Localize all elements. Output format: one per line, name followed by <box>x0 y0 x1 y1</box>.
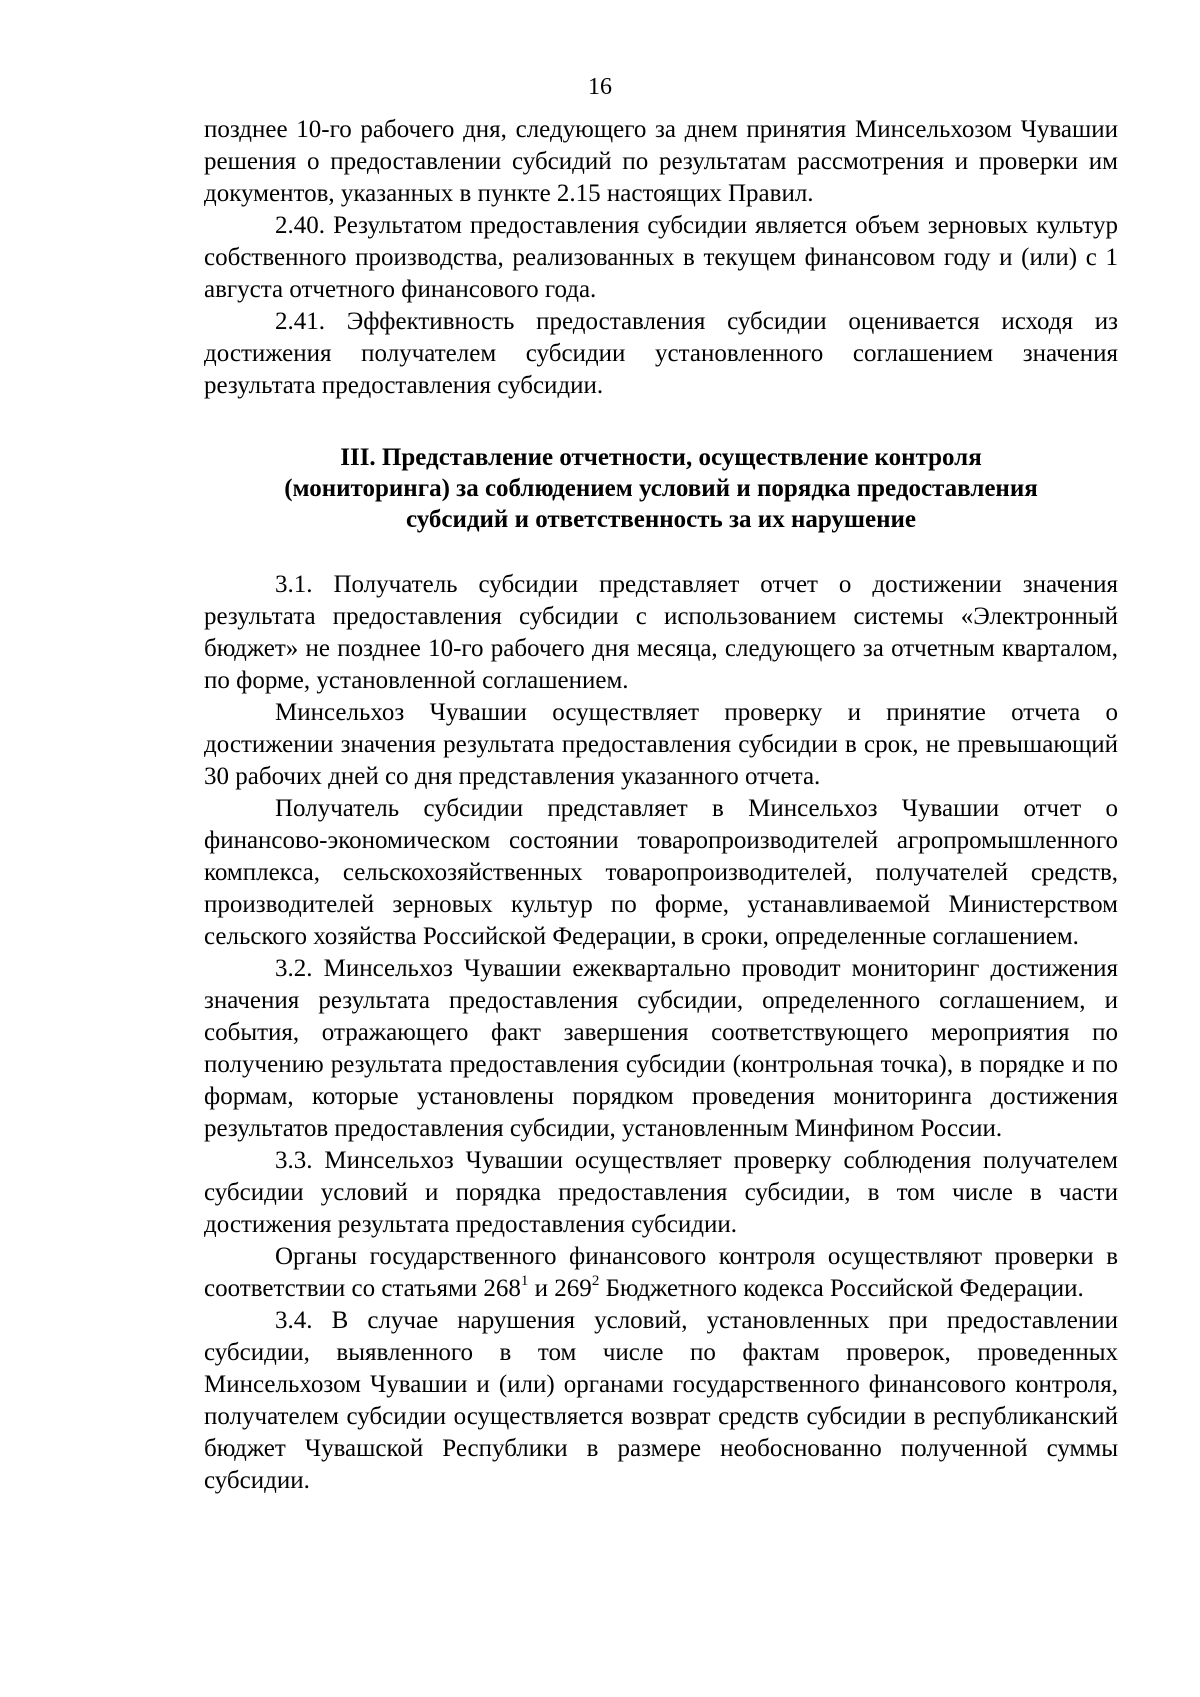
paragraph-report-check: Минсельхоз Чувашии осуществляет проверку и принятие отчета о достижении значения результата предоставления субсидии в срок, не превышающий 30 рабочих дней со дня представления указанного отчета. <box>204 699 1118 790</box>
paragraph-2-41: 2.41. Эффективность предоставления субсидии оценивается исходя из достижения получателем субсидии установленного соглашением значения результата предоставления субсидии. <box>204 308 1118 399</box>
control-text-part: Органы государственного финансового контроля осуществляют проверки в соответствии со статьями 268 <box>204 1243 1118 1302</box>
control-text-part: Бюджетного кодекса Российской Федерации. <box>599 1275 1084 1302</box>
paragraph-continuation: позднее 10-го рабочего дня, следующего за днем принятия Минсельхозом Чувашии решения о предоставлении субсидий по результатам рассмотрения и проверки им документов, указанных в пункте 2.15 настоящих Правил. <box>204 116 1118 207</box>
paragraph-3-1: 3.1. Получатель субсидии представляет отчет о достижении значения результата предоставления субсидии с использованием системы «Электронный бюджет» не позднее 10-го рабочего дня месяца, следующего за отчетным кварталом, по форме, установленной соглашением. <box>204 571 1118 694</box>
paragraph-3-2: 3.2. Минсельхоз Чувашии ежеквартально проводит мониторинг достижения значения результата предоставления субсидии, определенного соглашением, и события, отражающего факт завершения соответствующего мероприятия по получению результата предоставления субсидии (контрольная точка), в порядке и по формам, которые установлены порядком проведения мониторинга достижения результатов предоставления субсидии, установленным Минфином России. <box>204 955 1118 1142</box>
control-text-part: и 269 <box>528 1275 592 1302</box>
page-number: 16 <box>588 74 612 100</box>
paragraph-financial-report: Получатель субсидии представляет в Минсельхоз Чувашии отчет о финансово-экономическом состоянии товаропроизводителей агропромышленного комплекса, сельскохозяйственных товаропроизводителей, получателей средств, производителей зерновых культур по форме, устанавливаемой Министерством сельского хозяйства Российской Федерации, в сроки, определенные соглашением. <box>204 795 1118 950</box>
paragraph-2-40: 2.40. Результатом предоставления субсидии является объем зерновых культур собственного производства, реализованных в текущем финансовом году и (или) с 1 августа отчетного финансового года. <box>204 212 1118 303</box>
superscript: 1 <box>520 1272 529 1289</box>
paragraph-3-3: 3.3. Минсельхоз Чувашии осуществляет проверку соблюдения получателем субсидии условий и порядка предоставления субсидии, в том числе в части достижения результата предоставления субсидии. <box>204 1147 1118 1238</box>
document-body <box>204 114 1118 1497</box>
section-heading <box>204 442 1118 535</box>
superscript: 2 <box>591 1272 600 1289</box>
paragraph-3-4: 3.4. В случае нарушения условий, установленных при предоставлении субсидии, выявленного в том числе по фактам проверок, проведенных Минсельхозом Чувашии и (или) органами государственного финансового контроля, получателем субсидии осуществляется возврат средств субсидии в республиканский бюджет Чувашской Республики в размере необоснованно полученной суммы субсидии. <box>204 1307 1118 1494</box>
section-heading-line: субсидий и ответственность за их нарушение <box>405 506 917 533</box>
section-heading-line: (мониторинга) за соблюдением условий и порядка предоставления <box>284 475 1038 502</box>
paragraph-financial-control <box>204 1241 1118 1305</box>
section-heading-line: III. Представление отчетности, осуществление контроля <box>340 444 982 471</box>
